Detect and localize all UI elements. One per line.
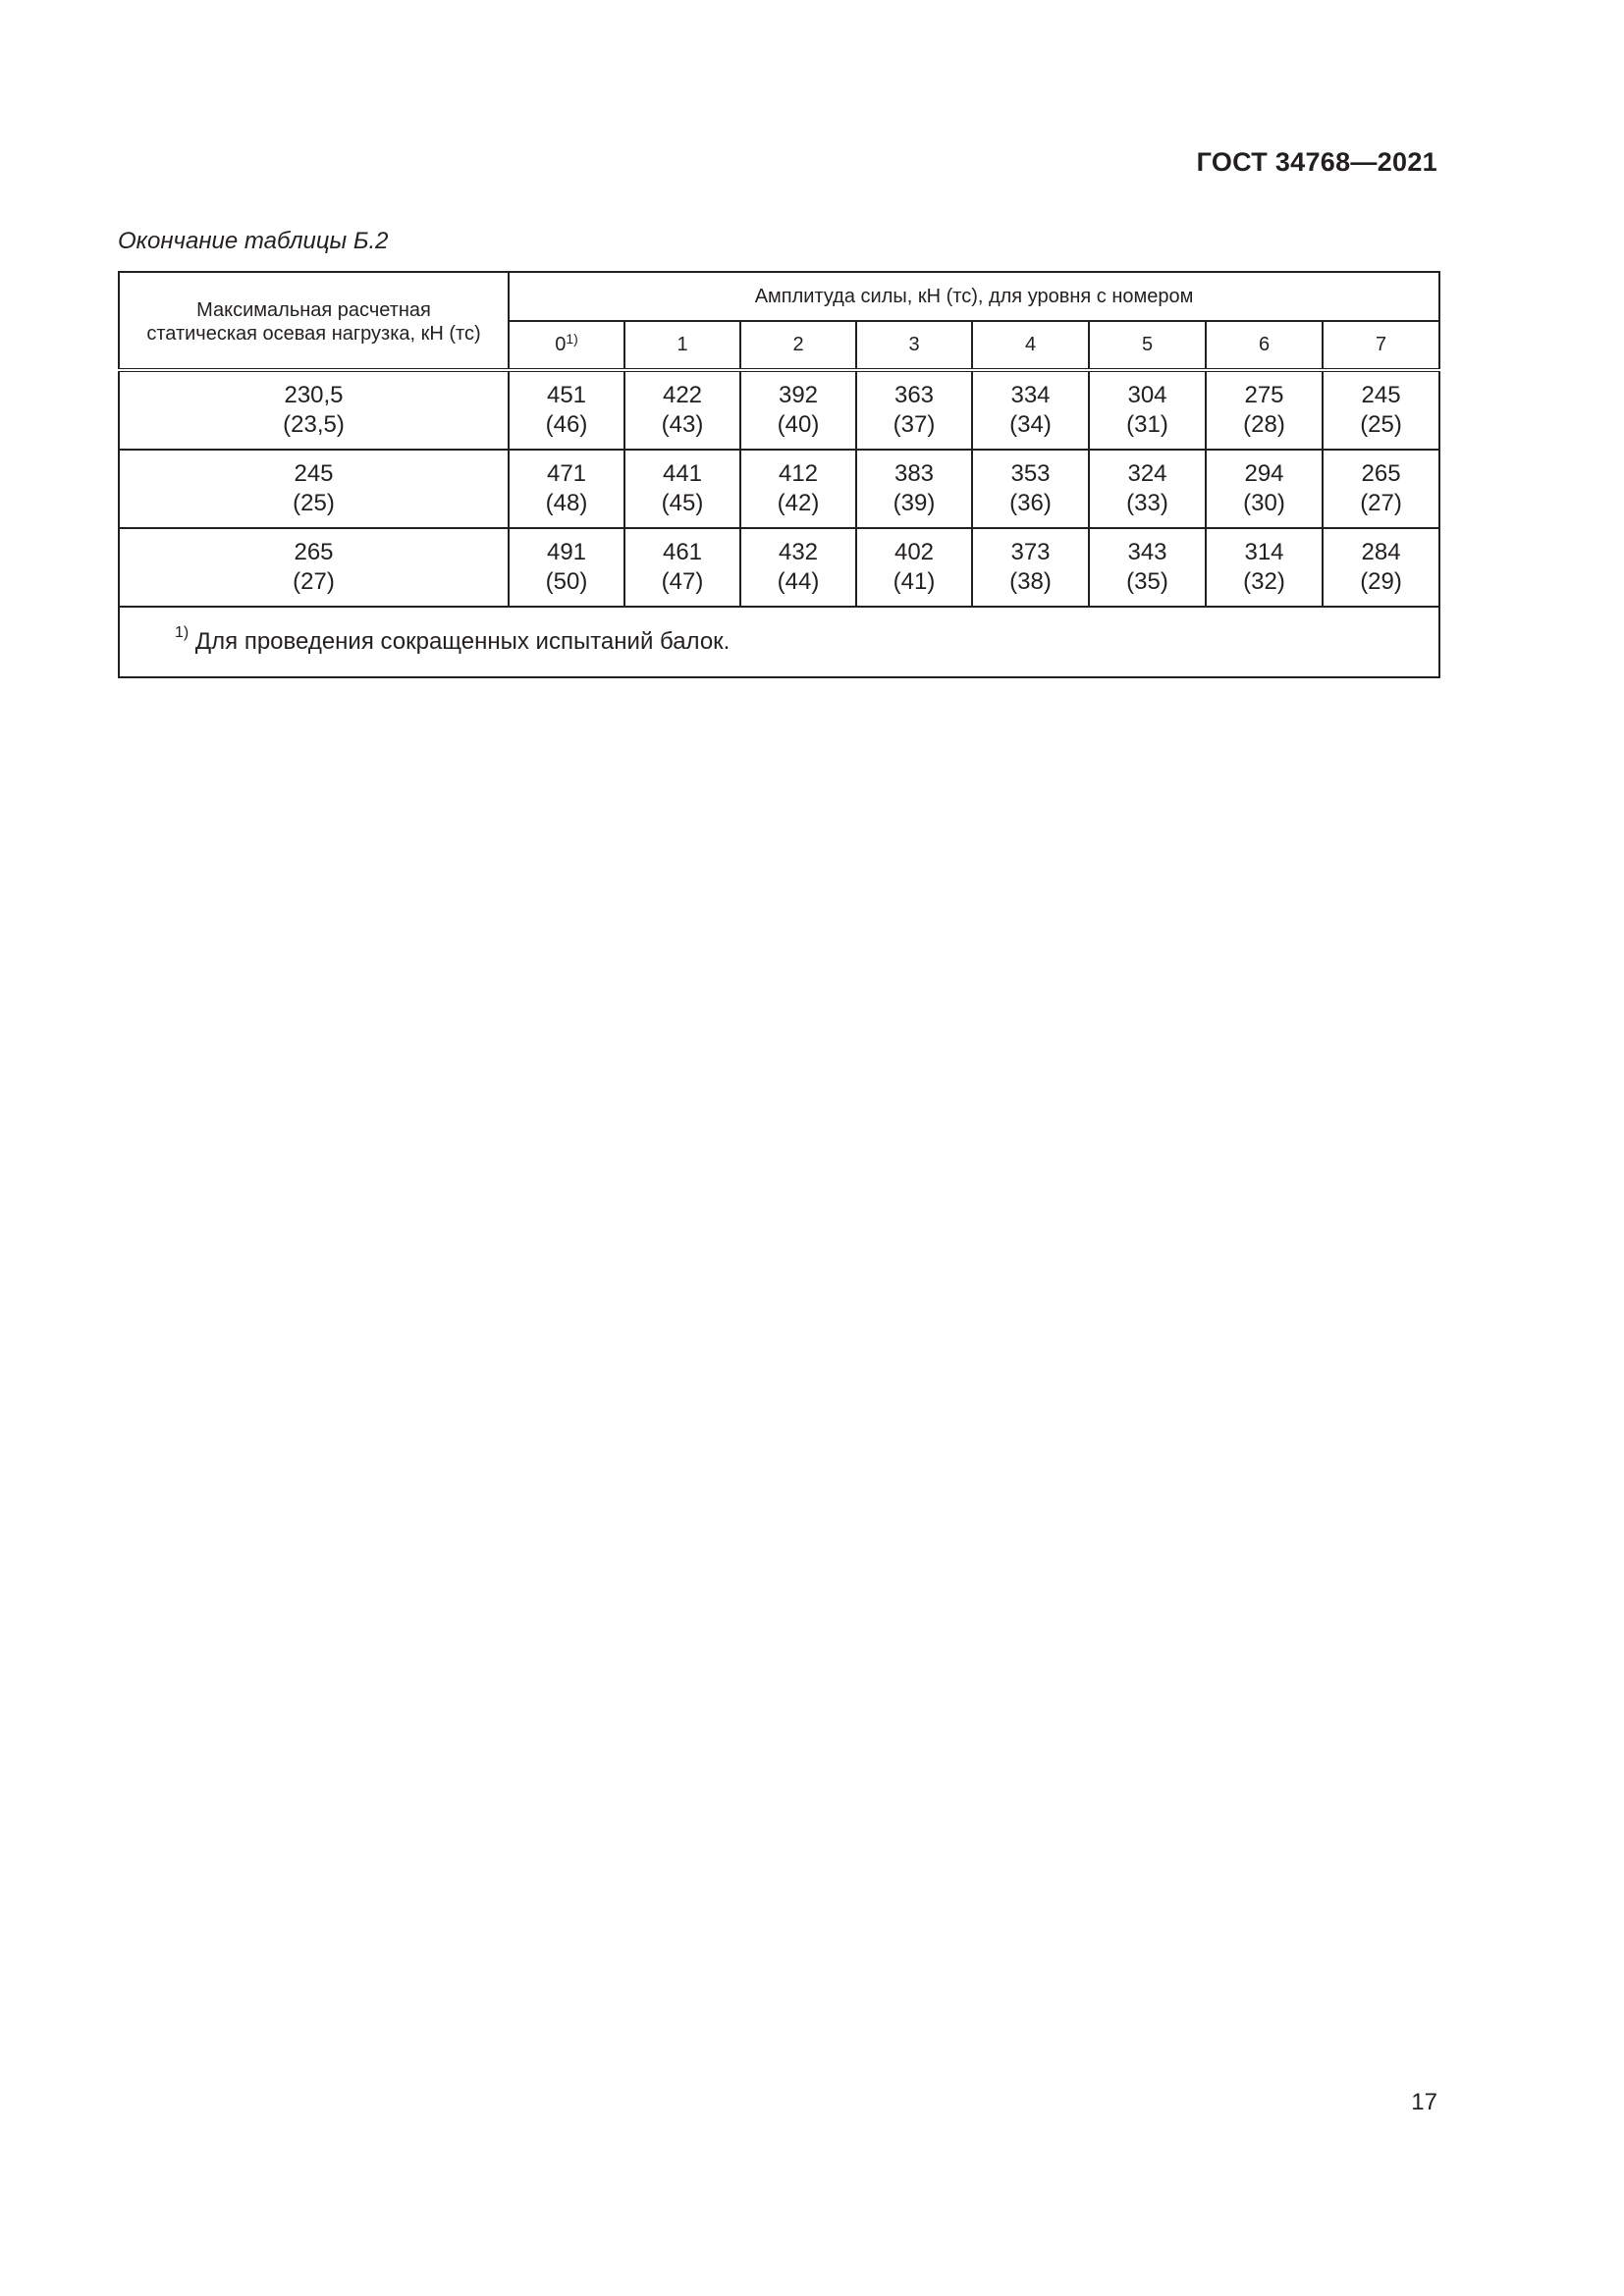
load-kn: 245 bbox=[294, 460, 334, 487]
amplitude-kn: 373 bbox=[1010, 539, 1051, 565]
amplitude-tc: (41) bbox=[893, 568, 936, 595]
amplitude-cell bbox=[509, 450, 624, 528]
amplitude-kn: 432 bbox=[778, 539, 819, 565]
amplitude-cell bbox=[624, 528, 740, 607]
amplitude-tc: (46) bbox=[545, 411, 588, 438]
amplitude-kn: 343 bbox=[1127, 539, 1167, 565]
amplitude-cell bbox=[1206, 528, 1323, 607]
amplitude-tc: (28) bbox=[1243, 411, 1285, 438]
amplitude-cell bbox=[856, 528, 972, 607]
amplitude-tc: (27) bbox=[1360, 490, 1402, 516]
amplitude-tc: (44) bbox=[777, 568, 820, 595]
amplitude-kn: 275 bbox=[1244, 382, 1284, 408]
amplitude-cell bbox=[1206, 450, 1323, 528]
level-label: 0 bbox=[555, 334, 567, 355]
footnote bbox=[119, 607, 1439, 677]
amplitude-tc: (38) bbox=[1009, 568, 1052, 595]
amplitude-cell bbox=[509, 370, 624, 450]
load-kn: 230,5 bbox=[284, 382, 344, 408]
amplitude-cell bbox=[1089, 528, 1206, 607]
amplitude-tc: (36) bbox=[1009, 490, 1052, 516]
level-header: 7 bbox=[1323, 321, 1439, 370]
amplitude-cell bbox=[972, 528, 1089, 607]
amplitude-kn: 334 bbox=[1010, 382, 1051, 408]
amplitude-tc: (43) bbox=[661, 411, 704, 438]
amplitude-tc: (50) bbox=[545, 568, 588, 595]
amplitude-tc: (48) bbox=[545, 490, 588, 516]
amplitude-tc: (35) bbox=[1126, 568, 1168, 595]
load-tc: (27) bbox=[293, 568, 335, 595]
amplitude-cell bbox=[740, 528, 856, 607]
load-kn: 265 bbox=[294, 539, 334, 565]
amplitude-tc: (30) bbox=[1243, 490, 1285, 516]
amplitude-tc: (39) bbox=[893, 490, 936, 516]
load-cell bbox=[119, 450, 509, 528]
amplitude-kn: 471 bbox=[546, 460, 587, 487]
amplitude-tc: (34) bbox=[1009, 411, 1052, 438]
amplitude-kn: 461 bbox=[662, 539, 703, 565]
amplitude-cell bbox=[1323, 528, 1439, 607]
amplitude-cell bbox=[624, 370, 740, 450]
amplitude-kn: 412 bbox=[778, 460, 819, 487]
level-header: 1 bbox=[624, 321, 740, 370]
amplitude-tc: (29) bbox=[1360, 568, 1402, 595]
amplitude-kn: 383 bbox=[893, 460, 935, 487]
amplitude-kn: 392 bbox=[778, 382, 819, 408]
load-cell bbox=[119, 528, 509, 607]
amplitude-kn: 265 bbox=[1361, 460, 1401, 487]
load-cell bbox=[119, 370, 509, 450]
level-header: 5 bbox=[1089, 321, 1206, 370]
amplitude-tc: (33) bbox=[1126, 490, 1168, 516]
level-header: 6 bbox=[1206, 321, 1323, 370]
amplitude-kn: 451 bbox=[546, 382, 587, 408]
amplitude-cell bbox=[740, 370, 856, 450]
amplitude-kn: 314 bbox=[1244, 539, 1284, 565]
amplitude-kn: 245 bbox=[1361, 382, 1401, 408]
footnote-ref: 1) bbox=[566, 331, 578, 347]
column-group-header-amplitude: Амплитуда силы, кН (тс), для уровня с номером bbox=[509, 272, 1439, 321]
amplitude-tc: (47) bbox=[661, 568, 704, 595]
amplitude-kn: 441 bbox=[662, 460, 703, 487]
amplitude-tc: (40) bbox=[777, 411, 820, 438]
amplitude-cell bbox=[972, 450, 1089, 528]
amplitude-tc: (37) bbox=[893, 411, 936, 438]
amplitude-kn: 422 bbox=[662, 382, 703, 408]
amplitude-kn: 402 bbox=[893, 539, 935, 565]
amplitude-cell bbox=[972, 370, 1089, 450]
footnote-row bbox=[119, 607, 1439, 677]
amplitude-kn: 491 bbox=[546, 539, 587, 565]
amplitude-cell bbox=[509, 528, 624, 607]
level-header: 3 bbox=[856, 321, 972, 370]
amplitude-cell bbox=[1206, 370, 1323, 450]
amplitude-cell bbox=[624, 450, 740, 528]
level-header: 4 bbox=[972, 321, 1089, 370]
amplitude-cell bbox=[1089, 370, 1206, 450]
footnote-text: Для проведения сокращенных испытаний балок. bbox=[189, 628, 731, 655]
amplitude-tc: (32) bbox=[1243, 568, 1285, 595]
document-code: ГОСТ 34768—2021 bbox=[1196, 147, 1437, 177]
amplitude-cell bbox=[856, 450, 972, 528]
footnote-mark: 1) bbox=[175, 624, 189, 641]
table-row bbox=[119, 528, 1439, 607]
amplitude-tc: (45) bbox=[661, 490, 704, 516]
amplitude-cell bbox=[740, 450, 856, 528]
load-tc: (25) bbox=[293, 490, 335, 516]
table-row bbox=[119, 450, 1439, 528]
table-caption: Окончание таблицы Б.2 bbox=[118, 228, 389, 254]
column-header-load: Максимальная расчетная статическая осевая нагрузка, кН (тс) bbox=[119, 272, 509, 370]
amplitude-kn: 363 bbox=[893, 382, 935, 408]
level-header: 2 bbox=[740, 321, 856, 370]
level-header bbox=[509, 321, 624, 370]
amplitude-tc: (42) bbox=[777, 490, 820, 516]
amplitude-cell bbox=[856, 370, 972, 450]
amplitude-cell bbox=[1323, 370, 1439, 450]
amplitude-kn: 304 bbox=[1127, 382, 1167, 408]
load-amplitude-table bbox=[118, 271, 1440, 678]
amplitude-kn: 353 bbox=[1010, 460, 1051, 487]
amplitude-cell bbox=[1323, 450, 1439, 528]
table-body bbox=[119, 370, 1439, 607]
table-row bbox=[119, 370, 1439, 450]
amplitude-kn: 324 bbox=[1127, 460, 1167, 487]
amplitude-tc: (25) bbox=[1360, 411, 1402, 438]
amplitude-kn: 284 bbox=[1361, 539, 1401, 565]
amplitude-kn: 294 bbox=[1244, 460, 1284, 487]
amplitude-tc: (31) bbox=[1126, 411, 1168, 438]
page-number: 17 bbox=[1411, 2089, 1437, 2115]
load-tc: (23,5) bbox=[283, 411, 345, 438]
amplitude-cell bbox=[1089, 450, 1206, 528]
